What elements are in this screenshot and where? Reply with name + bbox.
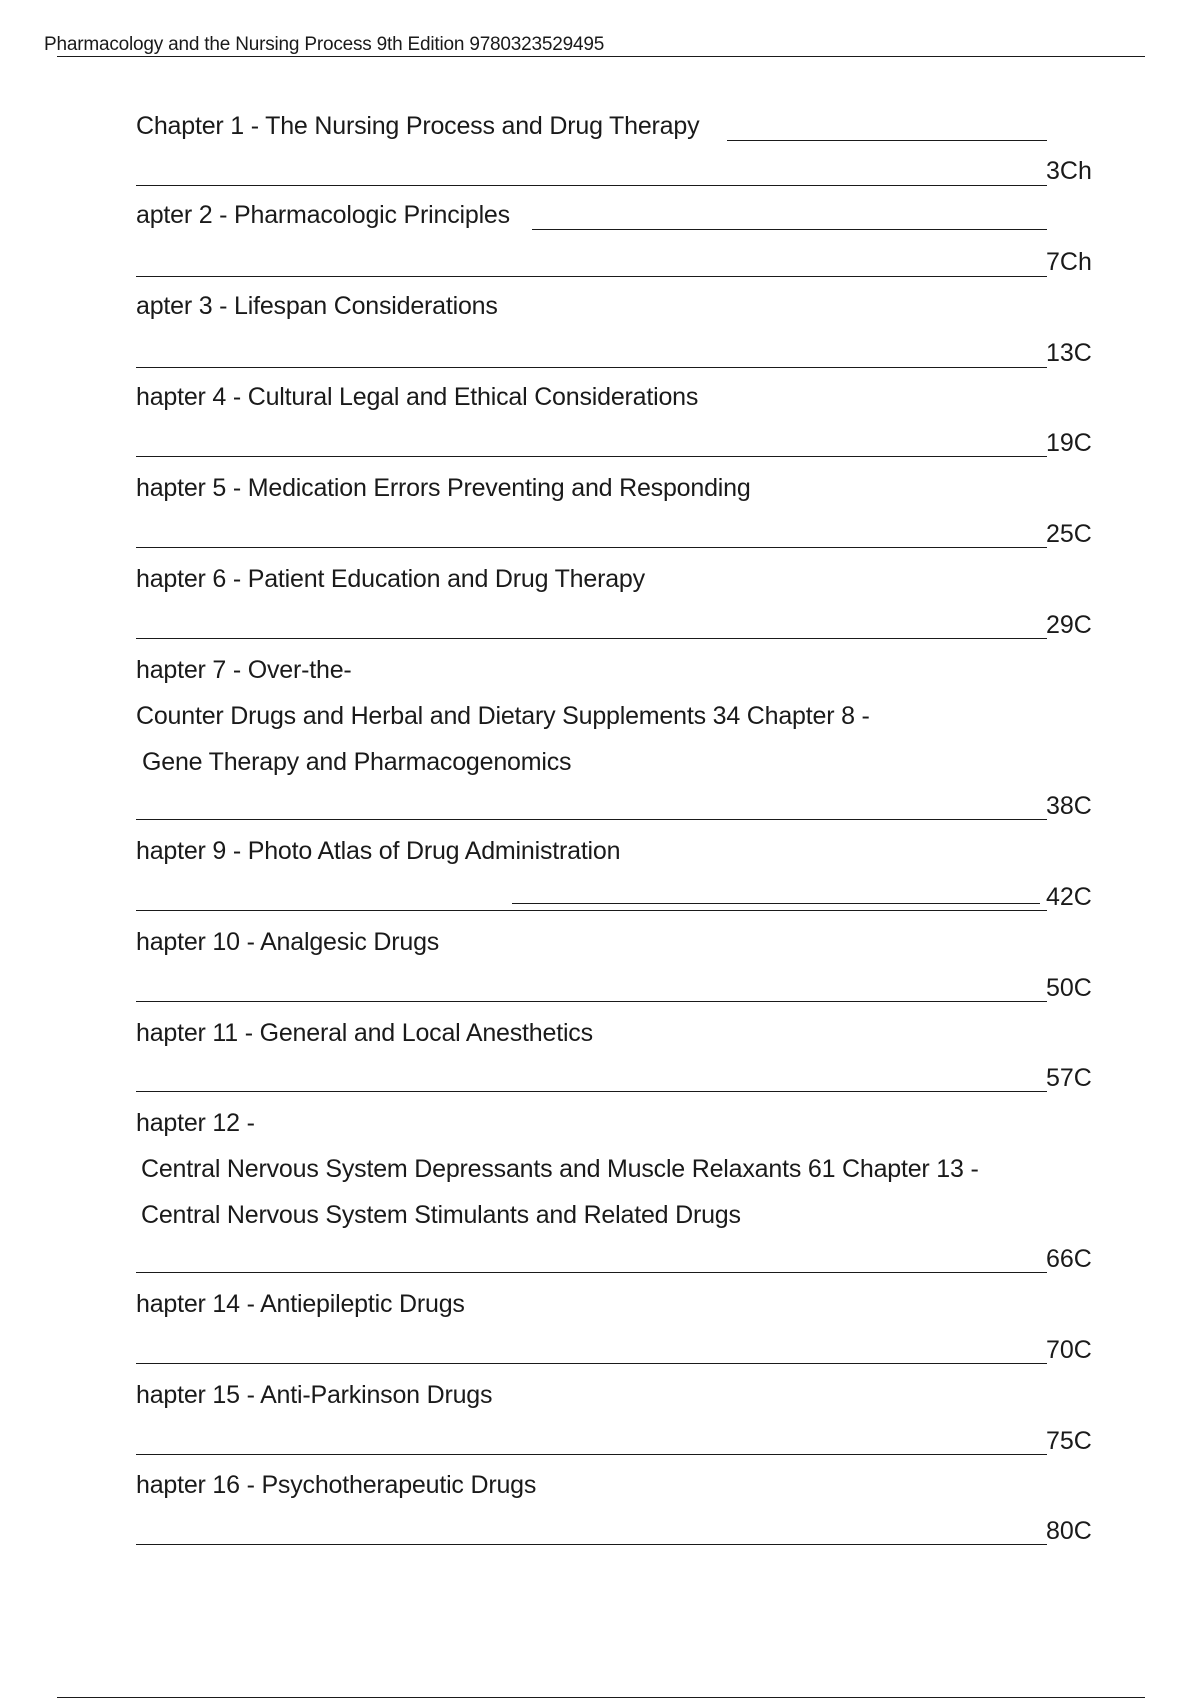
- toc-line-chapter-7: hapter 7 - Over-the-: [136, 656, 352, 684]
- footer-rule: [57, 1697, 1145, 1698]
- toc-line-chapter-12-cont: Central Nervous System Depressants and Muscle Relaxants 61 Chapter 13 -: [141, 1155, 979, 1183]
- leader-line: [727, 140, 1047, 141]
- leader-line: [136, 910, 1047, 911]
- page-number: 13C: [1046, 339, 1092, 367]
- page-number: 50C: [1046, 974, 1092, 1002]
- toc-line-chapter-16: hapter 16 - Psychotherapeutic Drugs: [136, 1471, 537, 1499]
- toc-line-chapter-4: hapter 4 - Cultural Legal and Ethical Considerations: [136, 383, 699, 411]
- toc-line-chapter-6: hapter 6 - Patient Education and Drug Therapy: [136, 565, 645, 593]
- leader-line: [136, 1454, 1047, 1455]
- running-header: Pharmacology and the Nursing Process 9th Edition 9780323529495: [44, 34, 605, 55]
- leader-line: [136, 819, 1047, 820]
- toc-line-chapter-7-cont: Counter Drugs and Herbal and Dietary Supplements 34 Chapter 8 -: [136, 702, 870, 730]
- leader-line: [512, 903, 1040, 904]
- page-number: 19C: [1046, 429, 1092, 457]
- page-number: 80C: [1046, 1517, 1092, 1545]
- page-number: 42C: [1046, 883, 1092, 911]
- leader-line: [136, 456, 1047, 457]
- page-number: 25C: [1046, 520, 1092, 548]
- leader-line: [136, 1544, 1047, 1545]
- leader-line: [532, 229, 1047, 230]
- leader-line: [136, 1363, 1047, 1364]
- toc-line-chapter-10: hapter 10 - Analgesic Drugs: [136, 928, 440, 956]
- leader-line: [136, 1272, 1047, 1273]
- page-number: 7Ch: [1046, 248, 1092, 276]
- leader-line: [136, 638, 1047, 639]
- leader-line: [136, 1091, 1047, 1092]
- toc-line-chapter-8: Gene Therapy and Pharmacogenomics: [142, 748, 572, 776]
- toc-line-chapter-5: hapter 5 - Medication Errors Preventing and Responding: [136, 474, 751, 502]
- toc-line-chapter-3: apter 3 - Lifespan Considerations: [136, 292, 498, 320]
- page-number: 29C: [1046, 611, 1092, 639]
- toc-line-chapter-12: hapter 12 -: [136, 1109, 255, 1137]
- toc-line-chapter-13: Central Nervous System Stimulants and Related Drugs: [141, 1201, 741, 1229]
- page-number: 70C: [1046, 1336, 1092, 1364]
- toc-line-chapter-1: Chapter 1 - The Nursing Process and Drug Therapy: [136, 112, 700, 140]
- toc-line-chapter-14: hapter 14 - Antiepileptic Drugs: [136, 1290, 465, 1318]
- leader-line: [136, 547, 1047, 548]
- leader-line: [136, 367, 1047, 368]
- toc-line-chapter-11: hapter 11 - General and Local Anesthetics: [136, 1019, 593, 1047]
- page-number: 66C: [1046, 1245, 1092, 1273]
- toc-line-chapter-9: hapter 9 - Photo Atlas of Drug Administration: [136, 837, 621, 865]
- toc-line-chapter-15: hapter 15 - Anti-Parkinson Drugs: [136, 1381, 493, 1409]
- leader-line: [136, 276, 1047, 277]
- header-rule: [57, 56, 1145, 57]
- page-number: 75C: [1046, 1427, 1092, 1455]
- toc-line-chapter-2: apter 2 - Pharmacologic Principles: [136, 201, 510, 229]
- page-number: 3Ch: [1046, 157, 1092, 185]
- page-number: 38C: [1046, 792, 1092, 820]
- leader-line: [136, 185, 1047, 186]
- page-number: 57C: [1046, 1064, 1092, 1092]
- leader-line: [136, 1001, 1047, 1002]
